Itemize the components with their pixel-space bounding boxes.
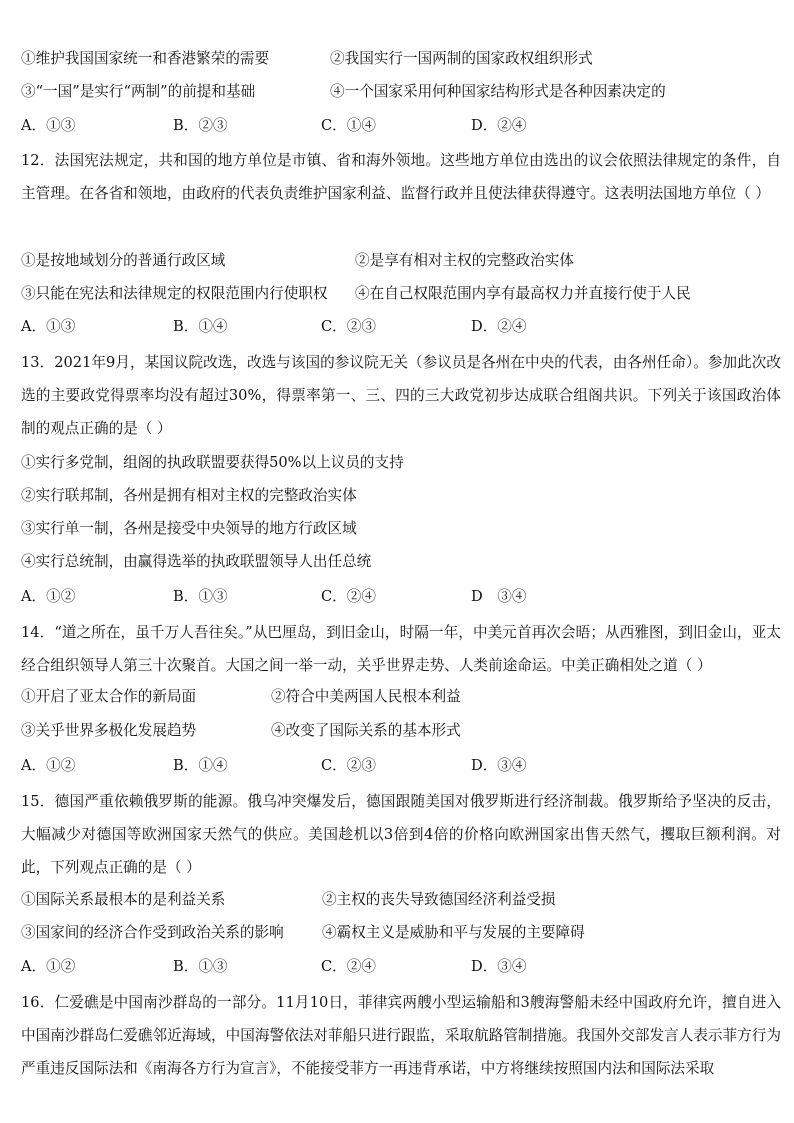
q13-answer-d: D ③④ <box>471 588 527 605</box>
q12-option-4: ④在自己权限范围内享有最高权力并直接行使于人民 <box>355 285 691 302</box>
q11-answer-a: A．①③ <box>21 117 76 134</box>
q15-answer-d: D．③④ <box>471 958 527 975</box>
q14-option-4: ④改变了国际关系的基本形式 <box>271 722 461 739</box>
q14-stem: 14．“道之所在，虽千万人吾往矣。”从巴厘岛，到旧金山，时隔一年，中美元首再次会晤；从西雅图，到旧金山，亚太经合组织领导人第三十次聚首。大国之间一举一动，关乎世界走势、人类前途命运。中美正确相处之道（ ） <box>21 624 781 674</box>
q11-answer-d: D．②④ <box>471 117 527 134</box>
q13-option-3: ③实行单一制，各州是接受中央领导的地方行政区域 <box>21 520 357 537</box>
q12-option-1: ①是按地域划分的普通行政区域 <box>21 252 226 269</box>
q15-answer-c: C．②④ <box>321 958 376 975</box>
q11-answer-c: C．①④ <box>321 117 376 134</box>
q15-option-3: ③国家间的经济合作受到政治关系的影响 <box>21 924 284 941</box>
q13-answer-a: A．①② <box>21 588 76 605</box>
q12-answer-d: D．②④ <box>471 318 527 335</box>
q12-option-2: ②是享有相对主权的完整政治实体 <box>355 252 574 269</box>
q15-option-4: ④霸权主义是威胁和平与发展的主要障碍 <box>322 924 585 941</box>
q11-option-2: ②我国实行一国两制的国家政权组织形式 <box>330 50 593 67</box>
q11-option-4: ④一个国家采用何种国家结构形式是各种因素决定的 <box>330 83 666 100</box>
q12-answer-a: A．①③ <box>21 318 76 335</box>
q15-answer-a: A．①② <box>21 958 76 975</box>
q13-stem: 13．2021年9月，某国议院改选，改选与该国的参议院无关（参议员是各州在中央的代表，由各州任命）。参加此次改选的主要政党得票率均没有超过30%，得票率第一、三、四的三大政党初步达成联合组阁共识。下列关于该国政治体制的观点正确的是（ ） <box>21 354 781 437</box>
q13-answer-c: C．②④ <box>321 588 376 605</box>
q11-answer-b: B．②③ <box>173 117 228 134</box>
q14-answer-b: B．①④ <box>173 757 228 774</box>
q13-option-1: ①实行多党制，组阁的执政联盟要获得50%以上议员的支持 <box>21 454 404 471</box>
q12-answer-b: B．①④ <box>173 318 228 335</box>
q14-option-2: ②符合中美两国人民根本利益 <box>271 688 461 705</box>
q11-option-1: ①维护我国国家统一和香港繁荣的需要 <box>21 50 270 67</box>
q15-option-1: ①国际关系最根本的是利益关系 <box>21 891 226 908</box>
q12-answer-c: C．②③ <box>321 318 376 335</box>
q14-answer-d: D．③④ <box>471 757 527 774</box>
q15-option-2: ②主权的丧失导致德国经济利益受损 <box>322 891 556 908</box>
q13-option-2: ②实行联邦制，各州是拥有相对主权的完整政治实体 <box>21 487 357 504</box>
q12-option-3: ③只能在宪法和法律规定的权限范围内行使职权 <box>21 285 328 302</box>
q14-answer-c: C．②③ <box>321 757 376 774</box>
q14-option-3: ③关乎世界多极化发展趋势 <box>21 722 197 739</box>
q13-option-4: ④实行总统制，由赢得选举的执政联盟领导人出任总统 <box>21 553 372 570</box>
q12-stem: 12．法国宪法规定，共和国的地方单位是市镇、省和海外领地。这些地方单位由选出的议会依照法律规定的条件，自主管理。在各省和领地，由政府的代表负责维护国家利益、监督行政并且使法律获得遵守。这表明法国地方单位（ ） <box>21 152 781 202</box>
q15-answer-b: B．①③ <box>173 958 228 975</box>
q14-option-1: ①开启了亚太合作的新局面 <box>21 688 197 705</box>
q15-stem: 15．德国严重依赖俄罗斯的能源。俄乌冲突爆发后，德国跟随美国对俄罗斯进行经济制裁。俄罗斯给予坚决的反击，大幅减少对德国等欧洲国家天然气的供应。美国趁机以3倍到4倍的价格向欧洲国家出售天然气，攫取巨额利润。对此，下列观点正确的是（ ） <box>21 793 781 876</box>
q14-answer-a: A．①② <box>21 757 76 774</box>
q16-stem: 16．仁爱礁是中国南沙群岛的一部分。11月10日，菲律宾两艘小型运输船和3艘海警船未经中国政府允许，擅自进入中国南沙群岛仁爱礁邻近海域，中国海警依法对菲船只进行跟监，采取航路管制措施。我国外交部发言人表示菲方行为严重违反国际法和《南海各方行为宣言》，不能接受菲方一再违背承诺，中方将继续按照国内法和国际法采取 <box>21 994 781 1077</box>
q13-answer-b: B．①③ <box>173 588 228 605</box>
q11-option-3: ③“一国”是实行“两制”的前提和基础 <box>21 83 256 100</box>
